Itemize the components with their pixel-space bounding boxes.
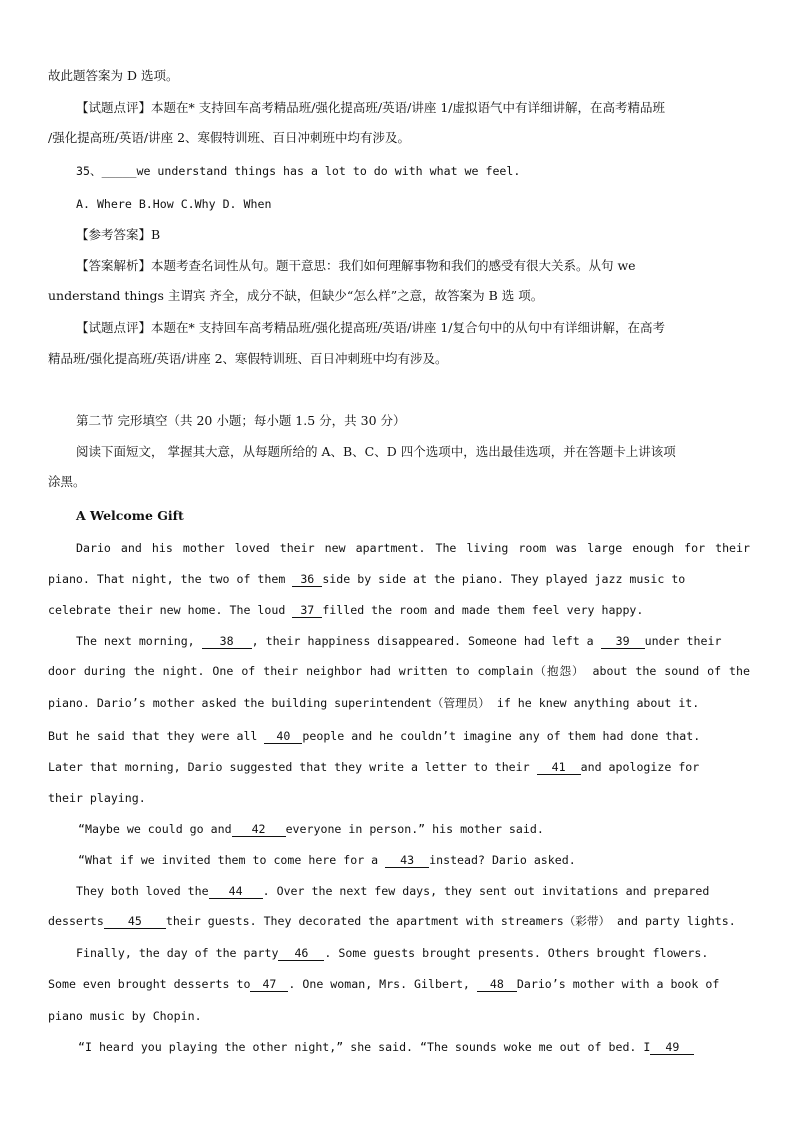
- passage-line: Later that morning, Dario suggested that they write a letter to their 41 and apologize for: [48, 760, 700, 774]
- blank-48[interactable]: 48: [477, 977, 517, 992]
- section-title: 第二节 完形填空（共 20 小题；每小题 1.5 分，共 30 分）: [76, 413, 406, 428]
- passage-line: piano music by Chopin.: [48, 1009, 202, 1023]
- blank-42[interactable]: 42: [232, 822, 286, 837]
- q35-answer: 【参考答案】B: [76, 227, 161, 242]
- blank-49[interactable]: 49: [650, 1040, 694, 1055]
- passage-line: desserts 45 their guests. They decorated the apartment with streamers（彩带） and party lights.: [48, 914, 736, 928]
- passage-line: door during the night. One of their neighbor had written to complain（抱怨） about the sound of the: [48, 664, 750, 678]
- passage-line: “I heard you playing the other night,” she said. “The sounds woke me out of bed. I 49: [78, 1037, 750, 1057]
- passage-line: But he said that they were all 40 people and he couldn’t imagine any of them had done that.: [48, 729, 701, 743]
- passage-line: celebrate their new home. The loud 37 filled the room and made them feel very happy.: [48, 603, 644, 617]
- q34-comment-line-1: 【试题点评】本题在* 支持回车高考精品班/强化提高班/英语/讲座 1/虚拟语气中有详细讲解，在高考精品班: [76, 100, 665, 115]
- blank-43[interactable]: 43: [385, 853, 429, 868]
- passage-line: piano. Dario’s mother asked the building superintendent（管理员） if he knew anything about it.: [48, 696, 700, 710]
- passage-line: piano. That night, the two of them 36 side by side at the piano. They played jazz music to: [48, 572, 686, 586]
- passage-line: “What if we invited them to come here for a 43 instead? Dario asked.: [78, 853, 576, 867]
- blank-37[interactable]: 37: [292, 603, 322, 618]
- section-instruction-line-2: 涂黑。: [48, 474, 86, 489]
- question-number: 35、: [76, 164, 102, 178]
- passage-line: Dario and his mother loved their new apartment. The living room was large enough for their: [76, 541, 750, 555]
- blank-36[interactable]: 36: [292, 572, 322, 587]
- question-35-stem: [76, 161, 750, 181]
- q35-comment-line-2: 精品班/强化提高班/英语/讲座 2、寒假特训班、百日冲刺班中均有涉及。: [48, 351, 448, 366]
- q35-analysis-line-1: 【答案解析】本题考查名词性从句。题干意思：我们如何理解事物和我们的感受有很大关系。从句 we: [76, 258, 636, 273]
- passage-line: They both loved the 44 . Over the next few days, they sent out invitations and prepared: [76, 884, 710, 898]
- passage-line: Some even brought desserts to 47 . One woman, Mrs. Gilbert, 48 Dario’s mother with a book of: [48, 977, 720, 991]
- blank-40[interactable]: 40: [264, 729, 302, 744]
- q35-comment-line-1: 【试题点评】本题在* 支持回车高考精品班/强化提高班/英语/讲座 1/复合句中的从句中有详细讲解，在高考: [76, 320, 665, 335]
- q34-comment-line-2: /强化提高班/英语/讲座 2、寒假特训班、百日冲刺班中均有涉及。: [48, 130, 411, 145]
- question-text: we understand things has a lot to do with what we feel.: [136, 164, 521, 178]
- question-35-options: A. Where B.How C.Why D. When: [76, 197, 272, 211]
- passage-line: “Maybe we could go and 42 everyone in person.” his mother said.: [78, 822, 544, 836]
- blank-39[interactable]: 39: [601, 634, 645, 649]
- section-instruction-line-1: 阅读下面短文， 掌握其大意，从每题所给的 A、B、C、D 四个选项中，选出最佳选项，并在答题卡上讲该项: [76, 444, 676, 459]
- blank-45[interactable]: 45: [104, 914, 166, 929]
- passage-title: A Welcome Gift: [76, 508, 184, 523]
- previous-answer-line: 故此题答案为 D 选项。: [48, 68, 179, 83]
- blank-44[interactable]: 44: [209, 884, 263, 899]
- question-blank: _____: [101, 164, 137, 178]
- blank-38[interactable]: 38: [202, 634, 252, 649]
- passage-line: The next morning, 38 , their happiness disappeared. Someone had left a 39 under their: [76, 634, 722, 648]
- passage-line: Finally, the day of the party 46 . Some guests brought presents. Others brought flowers.: [76, 946, 709, 960]
- passage-line: their playing.: [48, 791, 146, 805]
- blank-46[interactable]: 46: [278, 946, 324, 961]
- blank-47[interactable]: 47: [250, 977, 288, 992]
- blank-41[interactable]: 41: [537, 760, 581, 775]
- q35-analysis-line-2: understand things 主谓宾 齐全，成分不缺，但缺少“怎么样”之意，故答案为 B 选 项。: [48, 288, 544, 303]
